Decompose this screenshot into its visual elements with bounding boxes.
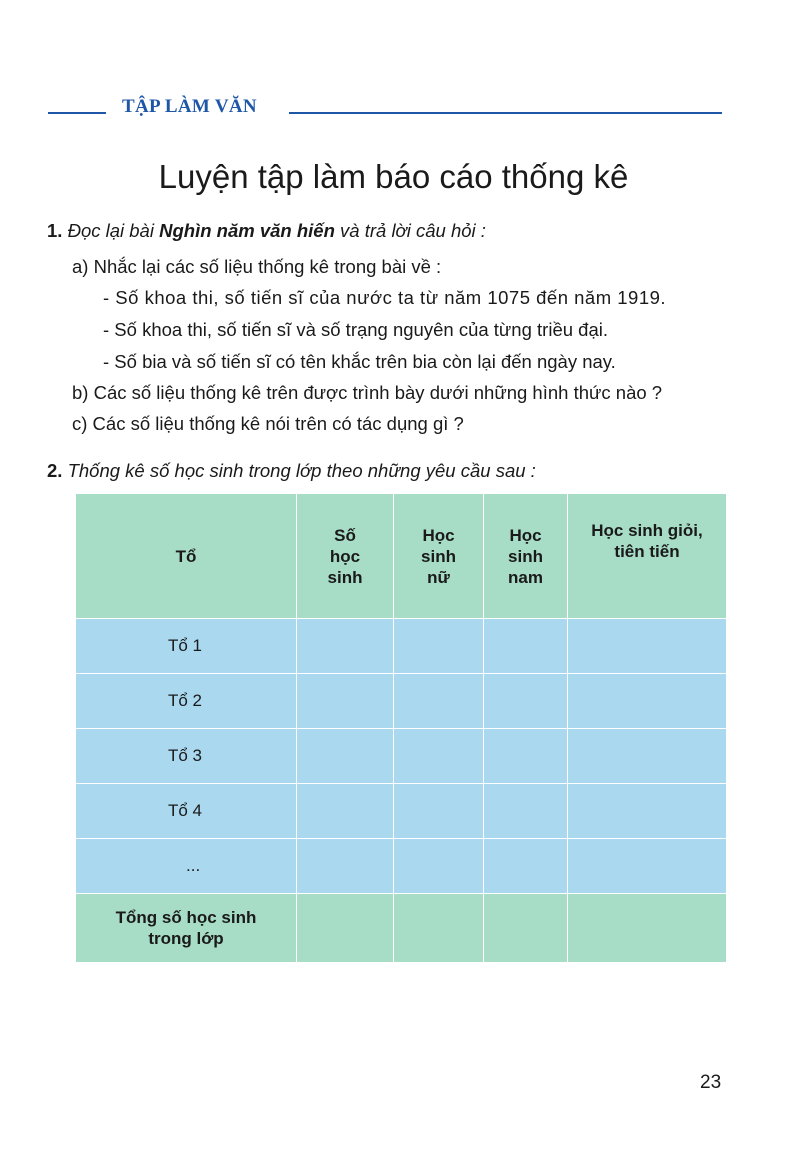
header-text: học	[329, 546, 361, 566]
exercise-1-part-b: b) Các số liệu thống kê trên được trình bày dưới những hình thức nào ?	[72, 382, 663, 403]
header-text: Học	[509, 525, 542, 545]
row-label: ...	[76, 839, 297, 894]
header-text: Học sinh giỏi,	[591, 521, 703, 540]
table-cell	[394, 784, 484, 839]
exercise-1-prompt	[47, 220, 486, 242]
table-cell	[394, 839, 484, 894]
header-male-students	[484, 494, 568, 619]
header-text: sinh	[421, 546, 456, 566]
table-cell	[484, 619, 568, 674]
row-label: Tổ 2	[76, 674, 297, 729]
table-cell	[297, 619, 394, 674]
exercise-1-part-a: a) Nhắc lại các số liệu thống kê trong bài về :	[72, 256, 442, 277]
header-text: sinh	[508, 546, 543, 566]
table-row	[76, 619, 727, 674]
page-number: 23	[700, 1072, 722, 1093]
header-group-text: Tổ	[175, 546, 197, 566]
section-header	[48, 96, 722, 124]
header-excellent-students	[568, 494, 727, 619]
exercise-1-prompt-post: và trả lời câu hỏi :	[340, 220, 486, 241]
header-text: tiên tiến	[614, 542, 680, 561]
table-cell	[484, 839, 568, 894]
table-total-row	[76, 894, 727, 963]
table-cell	[484, 729, 568, 784]
table-cell	[568, 674, 727, 729]
header-text: sinh	[327, 567, 363, 587]
exercise-1-bullet: - Số bia và số tiến sĩ có tên khắc trên bia còn lại đến ngày nay.	[103, 351, 616, 372]
table-cell	[484, 784, 568, 839]
row-label: Tổ 3	[76, 729, 297, 784]
table-cell	[484, 674, 568, 729]
table-cell	[297, 784, 394, 839]
exercise-1-number: 1.	[47, 220, 63, 241]
header-text: Học	[422, 525, 455, 545]
header-group	[76, 494, 297, 619]
table-cell	[297, 729, 394, 784]
table-header-row	[76, 494, 727, 619]
table-row	[76, 729, 727, 784]
table-cell	[394, 729, 484, 784]
table-row	[76, 839, 727, 894]
table-cell	[568, 784, 727, 839]
table-cell	[568, 729, 727, 784]
header-rule-right	[289, 112, 722, 114]
header-rule-left	[48, 112, 106, 114]
header-female-students	[394, 494, 484, 619]
table-cell	[484, 894, 568, 963]
table-cell	[297, 894, 394, 963]
exercise-1-prompt-pre: Đọc lại bài	[67, 220, 154, 241]
table-cell	[297, 674, 394, 729]
exercise-2-prompt-text: Thống kê số học sinh trong lớp theo những yêu cầu sau :	[67, 460, 536, 481]
page-title: Luyện tập làm báo cáo thống kê	[158, 158, 629, 195]
table-cell	[394, 894, 484, 963]
exercise-1-reading-title: Nghìn năm văn hiến	[159, 220, 335, 241]
table-cell	[297, 839, 394, 894]
section-label: TẬP LÀM VĂN	[122, 96, 257, 117]
statistics-table	[75, 493, 726, 948]
row-label: Tổ 4	[76, 784, 297, 839]
header-text: nữ	[427, 567, 450, 587]
table-cell	[568, 894, 727, 963]
table-cell	[568, 619, 727, 674]
total-label-line: trong lớp	[148, 929, 224, 948]
table-cell	[394, 674, 484, 729]
exercise-1-bullet: - Số khoa thi, số tiến sĩ và số trạng nguyên của từng triều đại.	[103, 319, 608, 340]
row-label: Tổ 1	[76, 619, 297, 674]
exercise-1-part-c: c) Các số liệu thống kê nói trên có tác dụng gì ?	[72, 413, 464, 434]
table-row	[76, 674, 727, 729]
table-cell	[568, 839, 727, 894]
header-text: nam	[508, 567, 543, 587]
total-label-line: Tổng số học sinh	[115, 908, 257, 927]
table-cell	[394, 619, 484, 674]
header-text: Số	[334, 525, 356, 545]
exercise-2-prompt	[47, 460, 536, 482]
header-student-count	[297, 494, 394, 619]
total-label	[76, 894, 297, 963]
exercise-1-bullet: - Số khoa thi, số tiến sĩ của nước ta từ năm 1075 đến năm 1919.	[103, 287, 667, 308]
table-row	[76, 784, 727, 839]
exercise-2-number: 2.	[47, 460, 63, 481]
